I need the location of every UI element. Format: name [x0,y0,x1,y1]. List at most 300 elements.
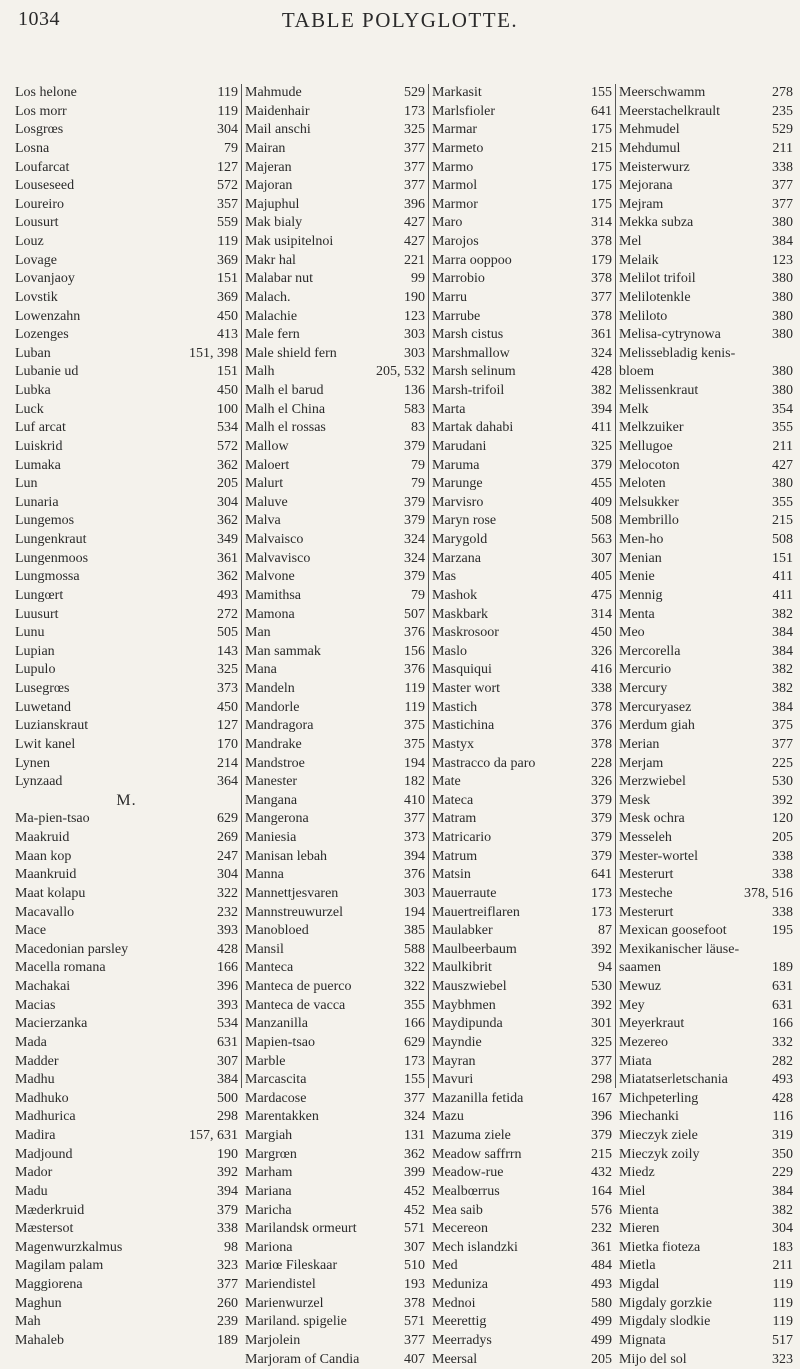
index-entry [429,196,615,215]
entry-term: Mamona [242,606,399,625]
index-entry [429,531,615,550]
entry-page: 272 [212,606,241,625]
entry-term: Marjoram of Candia [242,1351,399,1369]
entry-term: Miata [616,1053,767,1072]
index-entry [12,84,241,103]
index-entry [12,1295,241,1314]
index-entry [616,587,796,606]
entry-term: Mannettjesvaren [242,885,399,904]
entry-term: Mana [242,661,399,680]
entry-term: Marudani [429,438,586,457]
entry-page: 79 [399,587,428,606]
entry-term: Mavuri [429,1071,586,1090]
entry-page: 94 [586,959,615,978]
index-entry [242,1295,428,1314]
entry-term: Meo [616,624,767,643]
entry-page: 119 [767,1276,796,1295]
index-entry [242,308,428,327]
entry-term: Manobloed [242,922,399,941]
index-entry [12,848,241,867]
entry-term: Mester-wortel [616,848,767,867]
entry-term: Marjolein [242,1332,399,1351]
index-entry [616,345,796,364]
entry-term: Menian [616,550,767,569]
entry-page: 235 [767,103,796,122]
index-entry [429,494,615,513]
entry-page: 211 [767,1257,796,1276]
entry-page: 384 [212,1071,241,1090]
entry-page: 452 [399,1202,428,1221]
entry-term: Male fern [242,326,399,345]
entry-term: Marsh-trifoil [429,382,586,401]
entry-page: 239 [212,1313,241,1332]
index-entry [12,475,241,494]
entry-term: Malva [242,512,399,531]
entry-page: 325 [586,438,615,457]
entry-term: Marilandsk ormeurt [242,1220,399,1239]
entry-term: Mesk [616,792,767,811]
entry-term: Mastichina [429,717,586,736]
index-entry [429,792,615,811]
index-entry [429,401,615,420]
index-entry [242,941,428,960]
index-entry [429,1127,615,1146]
index-entry [616,270,796,289]
entry-term: Lungenmoos [12,550,212,569]
entry-page: 151 [212,270,241,289]
index-entry [242,177,428,196]
index-entry [616,233,796,252]
entry-page: 484 [586,1257,615,1276]
entry-page: 229 [767,1164,796,1183]
entry-page: 182 [399,773,428,792]
entry-page: 378 [586,308,615,327]
entry-page: 508 [586,512,615,531]
entry-term: Meerradys [429,1332,586,1351]
index-entry [616,531,796,550]
entry-page: 505 [212,624,241,643]
entry-term: Loufarcat [12,159,212,178]
entry-term: Mejorana [616,177,767,196]
entry-page: 529 [767,121,796,140]
entry-page: 378 [586,270,615,289]
entry-term: Michpeterling [616,1090,767,1109]
index-entry [12,531,241,550]
entry-term: Miatatserletschania [616,1071,767,1090]
entry-term: Merzwiebel [616,773,767,792]
entry-term: Marmar [429,121,586,140]
index-entry [616,494,796,513]
entry-page: 338 [767,159,796,178]
index-entry [429,121,615,140]
entry-term: Menie [616,568,767,587]
entry-page: 376 [399,866,428,885]
entry-term: Lowenzahn [12,308,212,327]
entry-term: Lousurt [12,214,212,233]
index-entry [616,1127,796,1146]
entry-term: Masquiqui [429,661,586,680]
entry-term: Macierzanka [12,1015,212,1034]
entry-page: 377 [399,1090,428,1109]
index-entry [242,345,428,364]
index-entry [616,103,796,122]
section-letter: M. [12,792,241,811]
entry-page: 394 [212,1183,241,1202]
entry-term: Malvaisco [242,531,399,550]
entry-term: Matricario [429,829,586,848]
index-entry [429,922,615,941]
index-entry [616,401,796,420]
index-entry [242,382,428,401]
index-entry [616,829,796,848]
index-entry [429,1239,615,1258]
entry-term: Mada [12,1034,212,1053]
entry-term: Mednoi [429,1295,586,1314]
entry-page: 377 [212,1276,241,1295]
index-entry [429,606,615,625]
index-entry [12,885,241,904]
entry-page: 379 [586,848,615,867]
index-entry [242,475,428,494]
entry-term: Luck [12,401,212,420]
index-entry [12,214,241,233]
index-entry [12,494,241,513]
index-entry [242,233,428,252]
entry-page: 428 [212,941,241,960]
entry-page: 319 [767,1127,796,1146]
index-entry [242,922,428,941]
entry-term: Maskrosoor [429,624,586,643]
index-entry [616,810,796,829]
entry-term: Lubanie ud [12,363,212,382]
entry-page: 534 [212,419,241,438]
entry-page: 530 [586,978,615,997]
entry-term: Melaik [616,252,767,271]
entry-page: 214 [212,755,241,774]
entry-page: 119 [399,680,428,699]
entry-term: Melissebladig kenis- [616,345,767,364]
entry-page: 189 [767,959,796,978]
entry-page: 396 [586,1108,615,1127]
entry-term: Mieren [616,1220,767,1239]
entry-page: 375 [399,717,428,736]
index-entry [242,1127,428,1146]
index-entry [12,196,241,215]
entry-page: 428 [586,363,615,382]
entry-page: 580 [586,1295,615,1314]
entry-page: 399 [399,1164,428,1183]
entry-term: Mayran [429,1053,586,1072]
index-entry [12,1313,241,1332]
entry-page: 380 [767,289,796,308]
index-column-1 [12,84,241,1088]
entry-term: Mah [12,1313,212,1332]
index-entry [429,140,615,159]
entry-page: 303 [399,345,428,364]
index-entry [616,550,796,569]
index-entry [12,252,241,271]
entry-page: 455 [586,475,615,494]
index-entry [429,829,615,848]
entry-term: Lungenkraut [12,531,212,550]
index-entry [429,1071,615,1090]
index-entry [12,457,241,476]
index-entry [429,568,615,587]
index-entry [616,904,796,923]
entry-term: Mesterurt [616,866,767,885]
index-entry [12,959,241,978]
entry-term: Mace [12,922,212,941]
index-entry [242,494,428,513]
entry-term: Maloert [242,457,399,476]
entry-term: Malh el China [242,401,399,420]
index-entry [616,419,796,438]
index-table [12,84,796,1088]
index-entry [12,1090,241,1109]
index-entry [616,717,796,736]
entry-term: Meadow-rue [429,1164,586,1183]
entry-page: 361 [212,550,241,569]
entry-term: Malachie [242,308,399,327]
entry-term: Lungemos [12,512,212,531]
index-entry [429,866,615,885]
entry-term: Mate [429,773,586,792]
entry-page: 369 [212,289,241,308]
entry-page: 87 [586,922,615,941]
entry-term: Men-ho [616,531,767,550]
index-entry [429,904,615,923]
entry-term: Merian [616,736,767,755]
index-entry [616,475,796,494]
entry-term: saamen [616,959,767,978]
entry-term: Mariona [242,1239,399,1258]
entry-page: 413 [212,326,241,345]
entry-term: Mandrake [242,736,399,755]
entry-page: 205, 532 [376,363,428,382]
entry-page: 175 [586,121,615,140]
entry-page: 205 [586,1351,615,1369]
entry-page: 173 [586,885,615,904]
entry-page: 322 [399,959,428,978]
entry-page: 379 [586,792,615,811]
index-entry [242,680,428,699]
entry-page: 384 [767,699,796,718]
index-entry [12,326,241,345]
entry-page: 530 [767,773,796,792]
entry-term: Man sammak [242,643,399,662]
index-entry [616,308,796,327]
entry-page: 183 [767,1239,796,1258]
index-entry [429,1090,615,1109]
entry-term: Marsh selinum [429,363,586,382]
entry-page: 362 [212,568,241,587]
entry-term: Mel [616,233,767,252]
entry-page: 380 [767,475,796,494]
entry-term: Maidenhair [242,103,399,122]
entry-page: 349 [212,531,241,550]
entry-page: 534 [212,1015,241,1034]
index-entry [429,512,615,531]
entry-page: 228 [586,755,615,774]
entry-term: Migdaly slodkie [616,1313,767,1332]
entry-page: 211 [767,140,796,159]
index-entry [242,736,428,755]
entry-term: Mardacose [242,1090,399,1109]
entry-page: 377 [399,159,428,178]
index-entry [242,1257,428,1276]
index-entry [616,1108,796,1127]
entry-term: Maulabker [429,922,586,941]
entry-term: Lusegrœs [12,680,212,699]
index-entry [616,1313,796,1332]
entry-page: 303 [399,326,428,345]
entry-term: Macella romana [12,959,212,978]
page-header [10,6,790,34]
entry-term: Meduniza [429,1276,586,1295]
index-entry [242,829,428,848]
index-entry [616,1146,796,1165]
entry-term: Melisa-cytrynowa [616,326,767,345]
entry-term: Mietka fioteza [616,1239,767,1258]
index-entry [242,1220,428,1239]
index-entry [616,606,796,625]
entry-page: 407 [399,1351,428,1369]
entry-term: Malvone [242,568,399,587]
index-entry [242,270,428,289]
entry-page: 167 [586,1090,615,1109]
entry-page: 393 [212,997,241,1016]
entry-page: 98 [212,1239,241,1258]
entry-term: Marmo [429,159,586,178]
entry-page: 396 [212,978,241,997]
entry-page: 377 [767,736,796,755]
entry-term: Marmeto [429,140,586,159]
entry-term: Marmor [429,196,586,215]
entry-term: Melissenkraut [616,382,767,401]
entry-page: 375 [399,736,428,755]
index-entry [12,512,241,531]
entry-page: 151, 398 [189,345,241,364]
index-entry [242,289,428,308]
index-column-2 [241,84,428,1088]
index-column-3 [428,84,615,1088]
index-entry [616,84,796,103]
entry-term: Marentakken [242,1108,399,1127]
entry-term: Madjound [12,1146,212,1165]
index-entry [616,848,796,867]
entry-term: Mietla [616,1257,767,1276]
entry-term: Maro [429,214,586,233]
entry-term: Mallow [242,438,399,457]
entry-term: Mansil [242,941,399,960]
index-entry [12,1071,241,1090]
entry-page: 379 [399,494,428,513]
index-entry [429,270,615,289]
entry-page: 354 [767,401,796,420]
index-entry [616,512,796,531]
index-entry [12,661,241,680]
entry-page: 427 [399,214,428,233]
entry-term: Marunge [429,475,586,494]
entry-term: Miedz [616,1164,767,1183]
entry-page: 116 [767,1108,796,1127]
index-entry [429,1034,615,1053]
entry-page: 120 [767,810,796,829]
index-entry [12,308,241,327]
entry-term: Majoran [242,177,399,196]
entry-page: 641 [586,866,615,885]
index-entry [616,457,796,476]
entry-term: Mercurio [616,661,767,680]
entry-term: Marshmallow [429,345,586,364]
entry-page [767,941,796,960]
entry-page: 629 [399,1034,428,1053]
index-entry [12,1015,241,1034]
entry-page: 427 [399,233,428,252]
entry-page: 355 [767,419,796,438]
entry-page: 170 [212,736,241,755]
entry-term: Melocoton [616,457,767,476]
entry-page: 450 [212,382,241,401]
entry-page: 79 [212,140,241,159]
index-entry [12,736,241,755]
index-entry [429,1351,615,1369]
entry-term: Marru [429,289,586,308]
entry-page: 232 [586,1220,615,1239]
index-entry [616,959,796,978]
entry-page: 411 [767,568,796,587]
entry-page: 376 [399,624,428,643]
entry-page: 394 [586,401,615,420]
index-entry [12,680,241,699]
entry-term: Meliloto [616,308,767,327]
entry-term: Maryn rose [429,512,586,531]
index-entry [429,848,615,867]
entry-term: Lupulo [12,661,212,680]
entry-term: Machakai [12,978,212,997]
entry-page: 379 [212,1202,241,1221]
entry-term: Lynzaad [12,773,212,792]
index-entry [12,1108,241,1127]
index-entry [616,978,796,997]
entry-term: Mekka subza [616,214,767,233]
entry-page: 384 [767,1183,796,1202]
index-entry [242,997,428,1016]
entry-term: Luzianskraut [12,717,212,736]
index-entry [616,1015,796,1034]
index-entry [429,550,615,569]
entry-term: Mauerraute [429,885,586,904]
entry-page: 382 [767,1202,796,1221]
entry-term: Merdum giah [616,717,767,736]
entry-page: 507 [399,606,428,625]
entry-term: Mehdumul [616,140,767,159]
entry-term: Matrum [429,848,586,867]
index-entry [429,978,615,997]
entry-term: Mazanilla fetida [429,1090,586,1109]
index-entry [12,1276,241,1295]
entry-term: Malh el barud [242,382,399,401]
entry-term: Mak bialy [242,214,399,233]
index-entry [429,755,615,774]
entry-term: Melilotenkle [616,289,767,308]
entry-term: Meerettig [429,1313,586,1332]
entry-term: Mail anschi [242,121,399,140]
entry-page: 379 [399,568,428,587]
entry-page: 396 [399,196,428,215]
entry-page: 175 [586,196,615,215]
entry-term: Martak dahabi [429,419,586,438]
